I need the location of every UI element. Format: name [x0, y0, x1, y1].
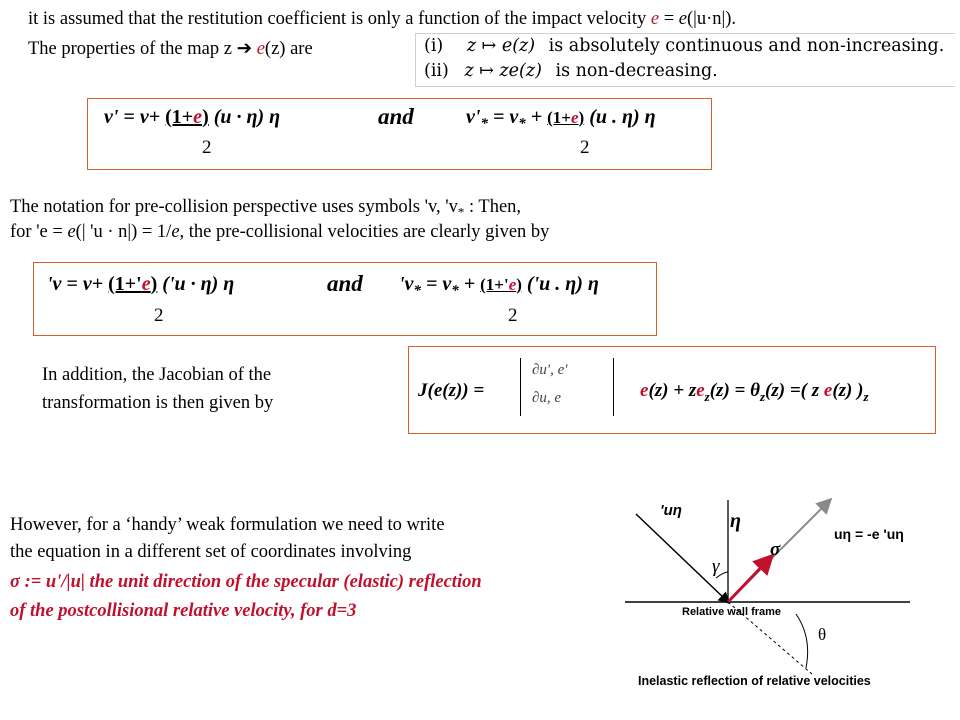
- weak-line-1: However, for a ‘handy’ weak formulation we need to write: [10, 515, 445, 535]
- label-eta: η: [730, 510, 741, 532]
- notation-line-2: for 'e = e(| 'u · n|) = 1/e, the pre-collisional velocities are clearly given by: [10, 222, 550, 242]
- and-label-1: and: [378, 104, 414, 129]
- reflection-diagram: [600, 492, 940, 702]
- denominator-left-2: 2: [154, 305, 164, 326]
- weak-line-2: the equation in a different set of coordinates involving: [10, 542, 412, 562]
- label-theta: θ: [818, 625, 827, 644]
- property-ii: (ii) z ↦ ze(z) is non-decreasing.: [424, 61, 718, 81]
- weak-line-4: of the postcollisional relative velocity, for d=3: [10, 601, 357, 621]
- sigma-arrow: [728, 560, 768, 602]
- post-collision-equation-right: $v'_* = v_* + (1+e)$ (u . η) η: [466, 106, 656, 132]
- label-sigma: σ: [770, 539, 781, 560]
- jacobian-text-line-2: transformation is then given by: [42, 393, 274, 413]
- wall-frame-label: Relative wall frame: [682, 606, 782, 618]
- pre-collision-equation-left: 'v = v+ (1+'e) ('u · η) η: [47, 273, 235, 295]
- weak-line-3: σ := u'/|u| the unit direction of the specular (elastic) reflection: [10, 572, 482, 592]
- jacobian-rhs: $e(z) + ze_z(z) = \theta_z(z)$ =( z e(z) )$_z$: [640, 380, 869, 404]
- label-u-eta-pre: 'uη: [660, 502, 682, 519]
- jacobian-text-line-1: In addition, the Jacobian of the: [42, 365, 272, 385]
- label-u-eta-post: uη = -e 'uη: [834, 526, 904, 542]
- determinant-row-2: ∂u, e: [532, 390, 562, 406]
- pre-collision-equation-right: '$v_* = v_* + (1+'e)$ ('u . η) η: [399, 273, 599, 299]
- denominator-left-1: 2: [202, 137, 212, 158]
- label-gamma: γ: [712, 556, 720, 577]
- jacobian-lhs: J(e(z)) =: [418, 380, 485, 401]
- and-label-2: and: [327, 271, 363, 296]
- notation-line-1: The notation for pre-collision perspective uses symbols 'v, '$v_*$ : Then,: [10, 197, 522, 220]
- determinant-row-1: ∂u', e': [532, 362, 568, 378]
- theta-arc: [796, 614, 808, 668]
- intro-line-2: The properties of the map z ➔ e(z) are: [28, 39, 313, 59]
- arrow-right-icon: ➔: [236, 39, 253, 59]
- intro-line-1: it is assumed that the restitution coefficient is only a function of the impact velocity e = e(|u·n|).: [28, 9, 736, 29]
- property-i: (i) z ↦ e(z) is absolutely continuous and non-increasing.: [424, 36, 945, 56]
- post-collision-equation-left: v' = v+ (1+e) (u · η) η: [104, 106, 281, 128]
- denominator-right-2: 2: [508, 305, 518, 326]
- diagram-caption: Inelastic reflection of relative velocities: [638, 674, 871, 688]
- denominator-right-1: 2: [580, 137, 590, 158]
